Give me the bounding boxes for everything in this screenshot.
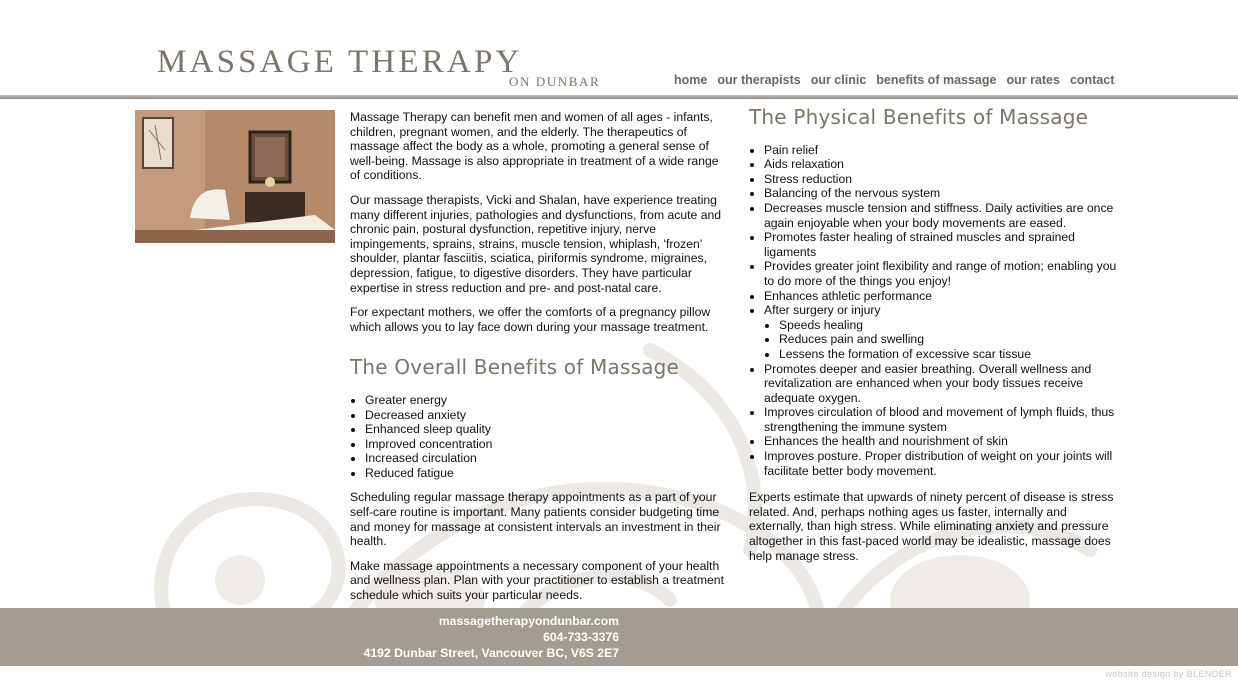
nav-home[interactable]: home: [674, 73, 708, 87]
nav-contact[interactable]: contact: [1069, 73, 1115, 87]
list-item: • Reduced fatigue: [365, 466, 730, 481]
list-item: • Increased circulation: [365, 451, 730, 466]
list-item: • Provides greater joint flexibility and range of motion; enabling you to do more of the things you enjoy!: [764, 259, 1121, 288]
footer-address: 4192 Dunbar Street, Vancouver BC, V6S 2E7: [363, 646, 619, 660]
list-item: • Promotes faster healing of strained muscles and sprained ligaments: [764, 230, 1121, 259]
left-column: [350, 110, 730, 613]
list-item: • Stress reduction: [764, 172, 1121, 187]
list-item: • Enhances the health and nourishment of skin: [764, 434, 1121, 449]
list-item: • Pain relief: [764, 143, 1121, 158]
right-column: [749, 105, 1121, 563]
list-item: • Improves circulation of blood and movement of lymph fluids, thus strengthening the immune system: [764, 405, 1121, 434]
footer-website-link[interactable]: massagetherapyondunbar.com: [438, 614, 619, 628]
massage-room-photo: [135, 110, 335, 243]
overall-benefits-list: [350, 393, 730, 481]
footer: [0, 608, 1238, 666]
physical-benefits-list: [749, 143, 1121, 479]
list-item: • Decreased anxiety: [365, 408, 730, 423]
sub-list-item: • Speeds healing: [779, 318, 1121, 333]
overall-benefits-heading: The Overall Benefits of Massage: [350, 355, 680, 380]
list-item: • Aids relaxation: [764, 157, 1121, 172]
list-item: [764, 303, 1121, 361]
list-item: • Enhances athletic performance: [764, 289, 1121, 304]
logo-subtitle: ON DUNBAR: [509, 74, 601, 89]
intro-paragraph-3: For expectant mothers, we offer the comforts of a pregnancy pillow which allows you to lay face down during your massage treatment.: [350, 305, 711, 334]
list-item: • Improves posture. Proper distribution of weight on your joints will facilitate better body movement.: [764, 449, 1121, 478]
intro-paragraph-1: Massage Therapy can benefit men and women of all ages - infants, children, pregnant women, and the elderly. The therapeutics of massage affect the body as a whole, promoting a general sense of well-being. Massage is also appropriate in treatment of a wide range of conditions.: [350, 110, 719, 183]
sub-list-item: • Lessens the formation of excessive scar tissue: [779, 347, 1121, 362]
list-item: • Improved concentration: [365, 437, 730, 452]
overall-paragraph-1: Scheduling regular massage therapy appointments as a part of your self-care routine is important. Many patients consider budgeting time and money for massage at consistent intervals an investment in their health.: [350, 490, 721, 549]
nav-our-rates[interactable]: our rates: [1006, 73, 1060, 87]
list-item-label: After surgery or injury: [764, 303, 881, 318]
list-item: • Greater energy: [365, 393, 730, 408]
nav-our-clinic[interactable]: our clinic: [810, 73, 867, 87]
footer-phone: 604-733-3376: [543, 630, 619, 644]
list-item: • Promotes deeper and easier breathing. Overall wellness and revitalization are enhanced when your body tissues receive adequate oxygen.: [764, 362, 1121, 406]
nav-our-therapists[interactable]: our therapists: [717, 73, 801, 87]
overall-paragraph-2: Make massage appointments a necessary component of your health and wellness plan. Plan with your practitioner to establish a treatment schedule which suits your particular needs.: [350, 558, 724, 603]
nav-benefits-of-massage[interactable]: benefits of massage: [876, 73, 997, 87]
after-surgery-sublist: [764, 318, 1121, 362]
list-item: • Enhanced sleep quality: [365, 422, 730, 437]
stress-paragraph: Experts estimate that upwards of ninety percent of disease is stress related. And, perhaps nothing ages us faster, internally and externally, than high stress. While eliminating anxiety and pressure altogether in this fast-paced world may be idealistic, massage does help manage stress.: [749, 490, 1114, 563]
design-credit-link[interactable]: website design by BLENDER: [1105, 669, 1232, 679]
list-item: • Decreases muscle tension and stiffness. Daily activities are once again enjoyable when your body movements are eased.: [764, 201, 1121, 230]
list-item: • Balancing of the nervous system: [764, 186, 1121, 201]
logo-title[interactable]: MASSAGE THERAPY: [157, 44, 523, 80]
main-nav: [674, 73, 1124, 87]
intro-paragraph-2: Our massage therapists, Vicki and Shalan, have experience treating many different injuries, pathologies and dysfunctions, from acute and chronic pain, postural dysfunction, repetitive injury, nerve impingements, sprains, strains, muscle tension, whiplash, 'frozen' shoulder, plantar fasciitis, sciatica, piriformis syndrome, migraines, depression, fatigue, to digestive disorders. They have particular expertise in stress reduction and pre- and post-natal care.: [350, 192, 722, 295]
physical-benefits-heading: The Physical Benefits of Massage: [749, 105, 1089, 129]
sub-list-item: • Reduces pain and swelling: [779, 332, 1121, 347]
header-divider: [0, 95, 1238, 99]
